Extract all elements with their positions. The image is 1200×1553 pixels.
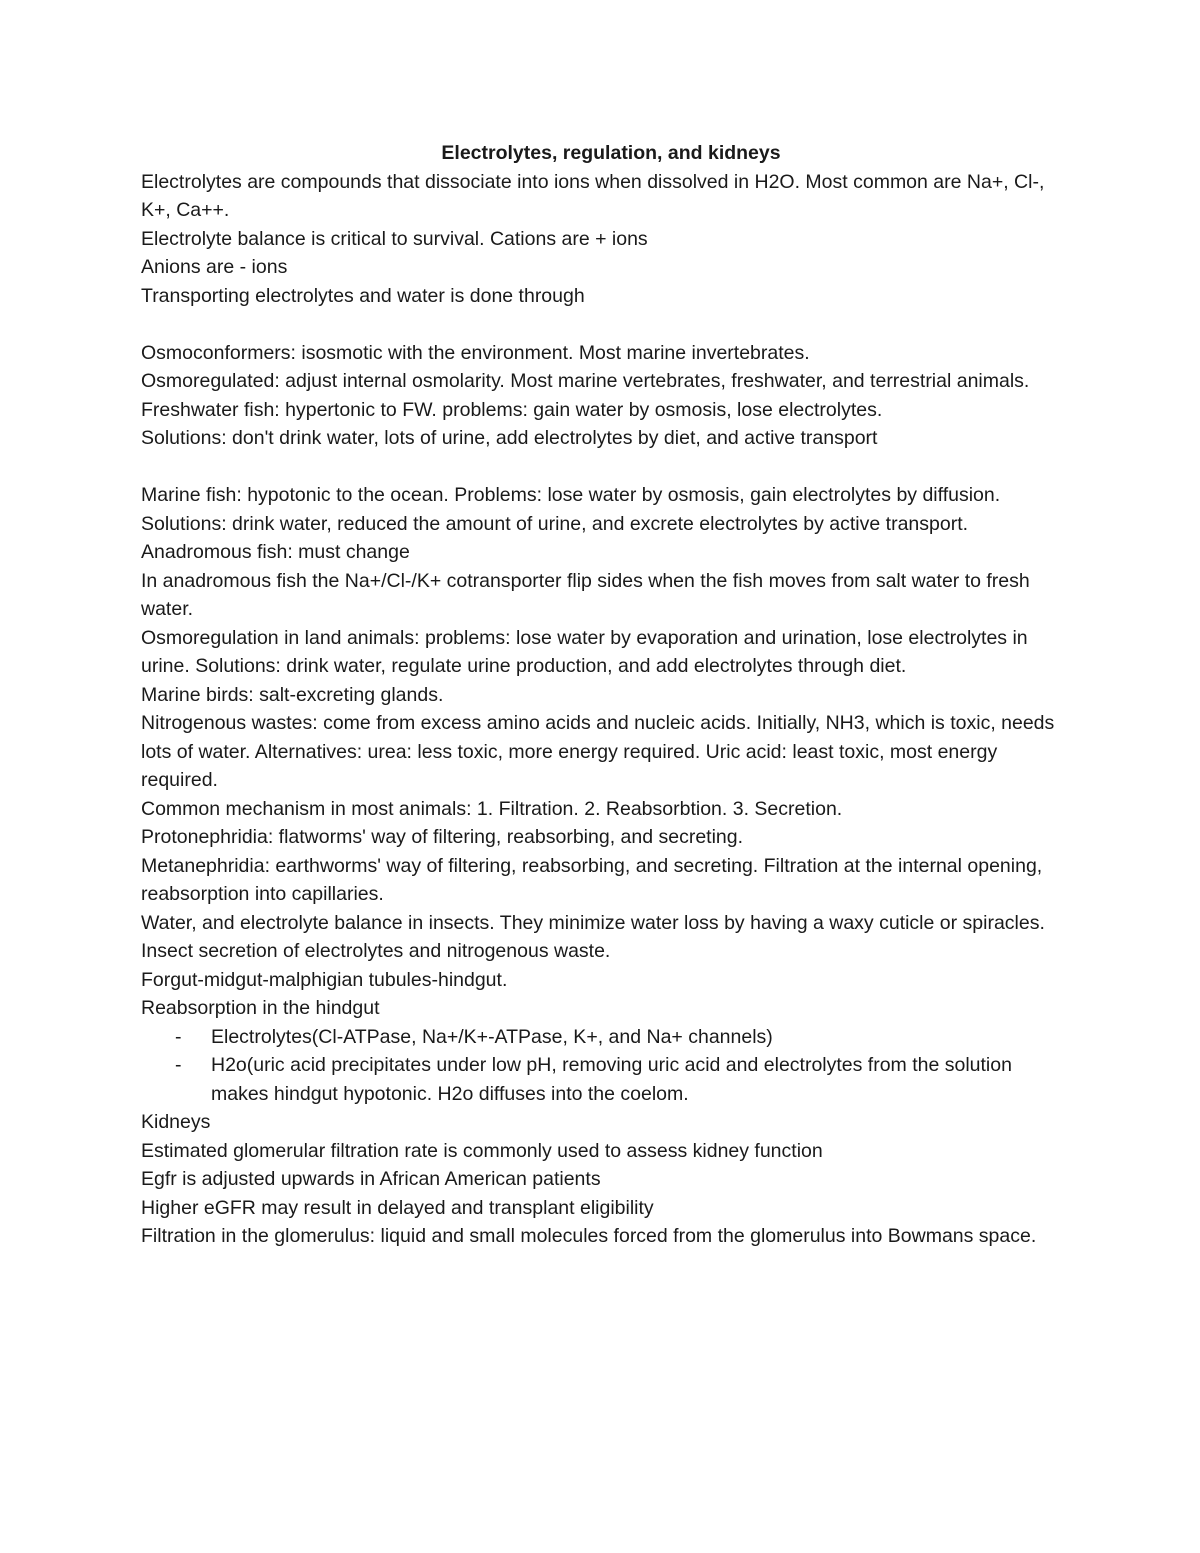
paragraph: Freshwater fish: hypertonic to FW. problems: gain water by osmosis, lose electrolytes.	[141, 398, 883, 421]
paragraph: Nitrogenous wastes: come from excess amino acids and nucleic acids. Initially, NH3, which is toxic, needs lots of water. Alternatives: urea: less toxic, more energy required. Uric acid: least toxic, most energy required.	[141, 712, 1055, 791]
bullet-list	[141, 1023, 1061, 1109]
paragraph: Anadromous fish: must change	[141, 541, 410, 563]
paragraph: Common mechanism in most animals: 1. Filtration. 2. Reabsorbtion. 3. Secretion.	[141, 797, 843, 820]
list-item	[141, 1051, 1061, 1108]
paragraph: Reabsorption in the hindgut	[141, 997, 380, 1019]
paragraph: Metanephridia: earthworms' way of filtering, reabsorbing, and secreting. Filtration at the internal opening, reabsorption into capillaries.	[141, 854, 1043, 905]
paragraph: Electrolyte balance is critical to survival. Cations are + ions	[141, 227, 648, 250]
paragraph: Filtration in the glomerulus: liquid and small molecules forced from the glomerulus into Bowmans space.	[141, 1225, 1037, 1247]
paragraph: Water, and electrolyte balance in insects. They minimize water loss by having a waxy cuticle or spiracles.	[141, 911, 1045, 934]
document-page	[141, 139, 1061, 1251]
paragraph: Marine fish: hypotonic to the ocean. Problems: lose water by osmosis, gain electrolytes by diffusion. Solutions: drink water, reduced the amount of urine, and excrete electrolytes by active transport.	[141, 484, 1001, 535]
paragraph: In anadromous fish the Na+/Cl-/K+ cotransporter flip sides when the fish moves from salt water to fresh water.	[141, 569, 1030, 620]
paragraph: Electrolytes are compounds that dissociate into ions when dissolved in H2O. Most common are Na+, Cl-, K+, Ca++.	[141, 170, 1045, 221]
paragraph: Egfr is adjusted upwards in African American patients	[141, 1168, 601, 1190]
paragraph: Solutions: don't drink water, lots of urine, add electrolytes by diet, and active transport	[141, 427, 878, 449]
paragraph: Higher eGFR may result in delayed and transplant eligibility	[141, 1196, 654, 1219]
paragraph: Anions are - ions	[141, 256, 288, 278]
paragraph: Insect secretion of electrolytes and nitrogenous waste.	[141, 940, 611, 962]
paragraph: Osmoregulation in land animals: problems: lose water by evaporation and urination, lose electrolytes in urine. Solutions: drink water, regulate urine production, and add electrolytes through diet.	[141, 626, 1028, 677]
paragraph: Osmoregulated: adjust internal osmolarity. Most marine vertebrates, freshwater, and terrestrial animals.	[141, 370, 1030, 392]
kidneys-section	[141, 1108, 1061, 1251]
osmoregulation-section	[141, 339, 1061, 453]
blank-line	[141, 310, 1061, 339]
animals-section	[141, 481, 1061, 1023]
paragraph: Estimated glomerular filtration rate is commonly used to assess kidney function	[141, 1139, 823, 1162]
paragraph: Kidneys	[141, 1111, 211, 1133]
bullet-dash: -	[175, 1025, 182, 1048]
document-title: Electrolytes, regulation, and kidneys	[441, 142, 781, 164]
paragraph: Marine birds: salt-excreting glands.	[141, 683, 444, 706]
paragraph: Transporting electrolytes and water is done through	[141, 284, 585, 307]
bullet-dash: -	[175, 1054, 182, 1076]
list-item	[141, 1023, 1061, 1052]
blank-line	[141, 453, 1061, 482]
paragraph: Forgut-midgut-malphigian tubules-hindgut.	[141, 968, 508, 991]
list-item-text: Electrolytes(Cl-ATPase, Na+/K+-ATPase, K+, and Na+ channels)	[211, 1025, 773, 1048]
intro-section	[141, 168, 1061, 311]
paragraph: Osmoconformers: isosmotic with the environment. Most marine invertebrates.	[141, 341, 810, 364]
list-item-text: H2o(uric acid precipitates under low pH, removing uric acid and electrolytes from the solution makes hindgut hypotonic. H2o diffuses into the coelom.	[211, 1054, 1012, 1105]
paragraph: Protonephridia: flatworms' way of filtering, reabsorbing, and secreting.	[141, 826, 744, 848]
